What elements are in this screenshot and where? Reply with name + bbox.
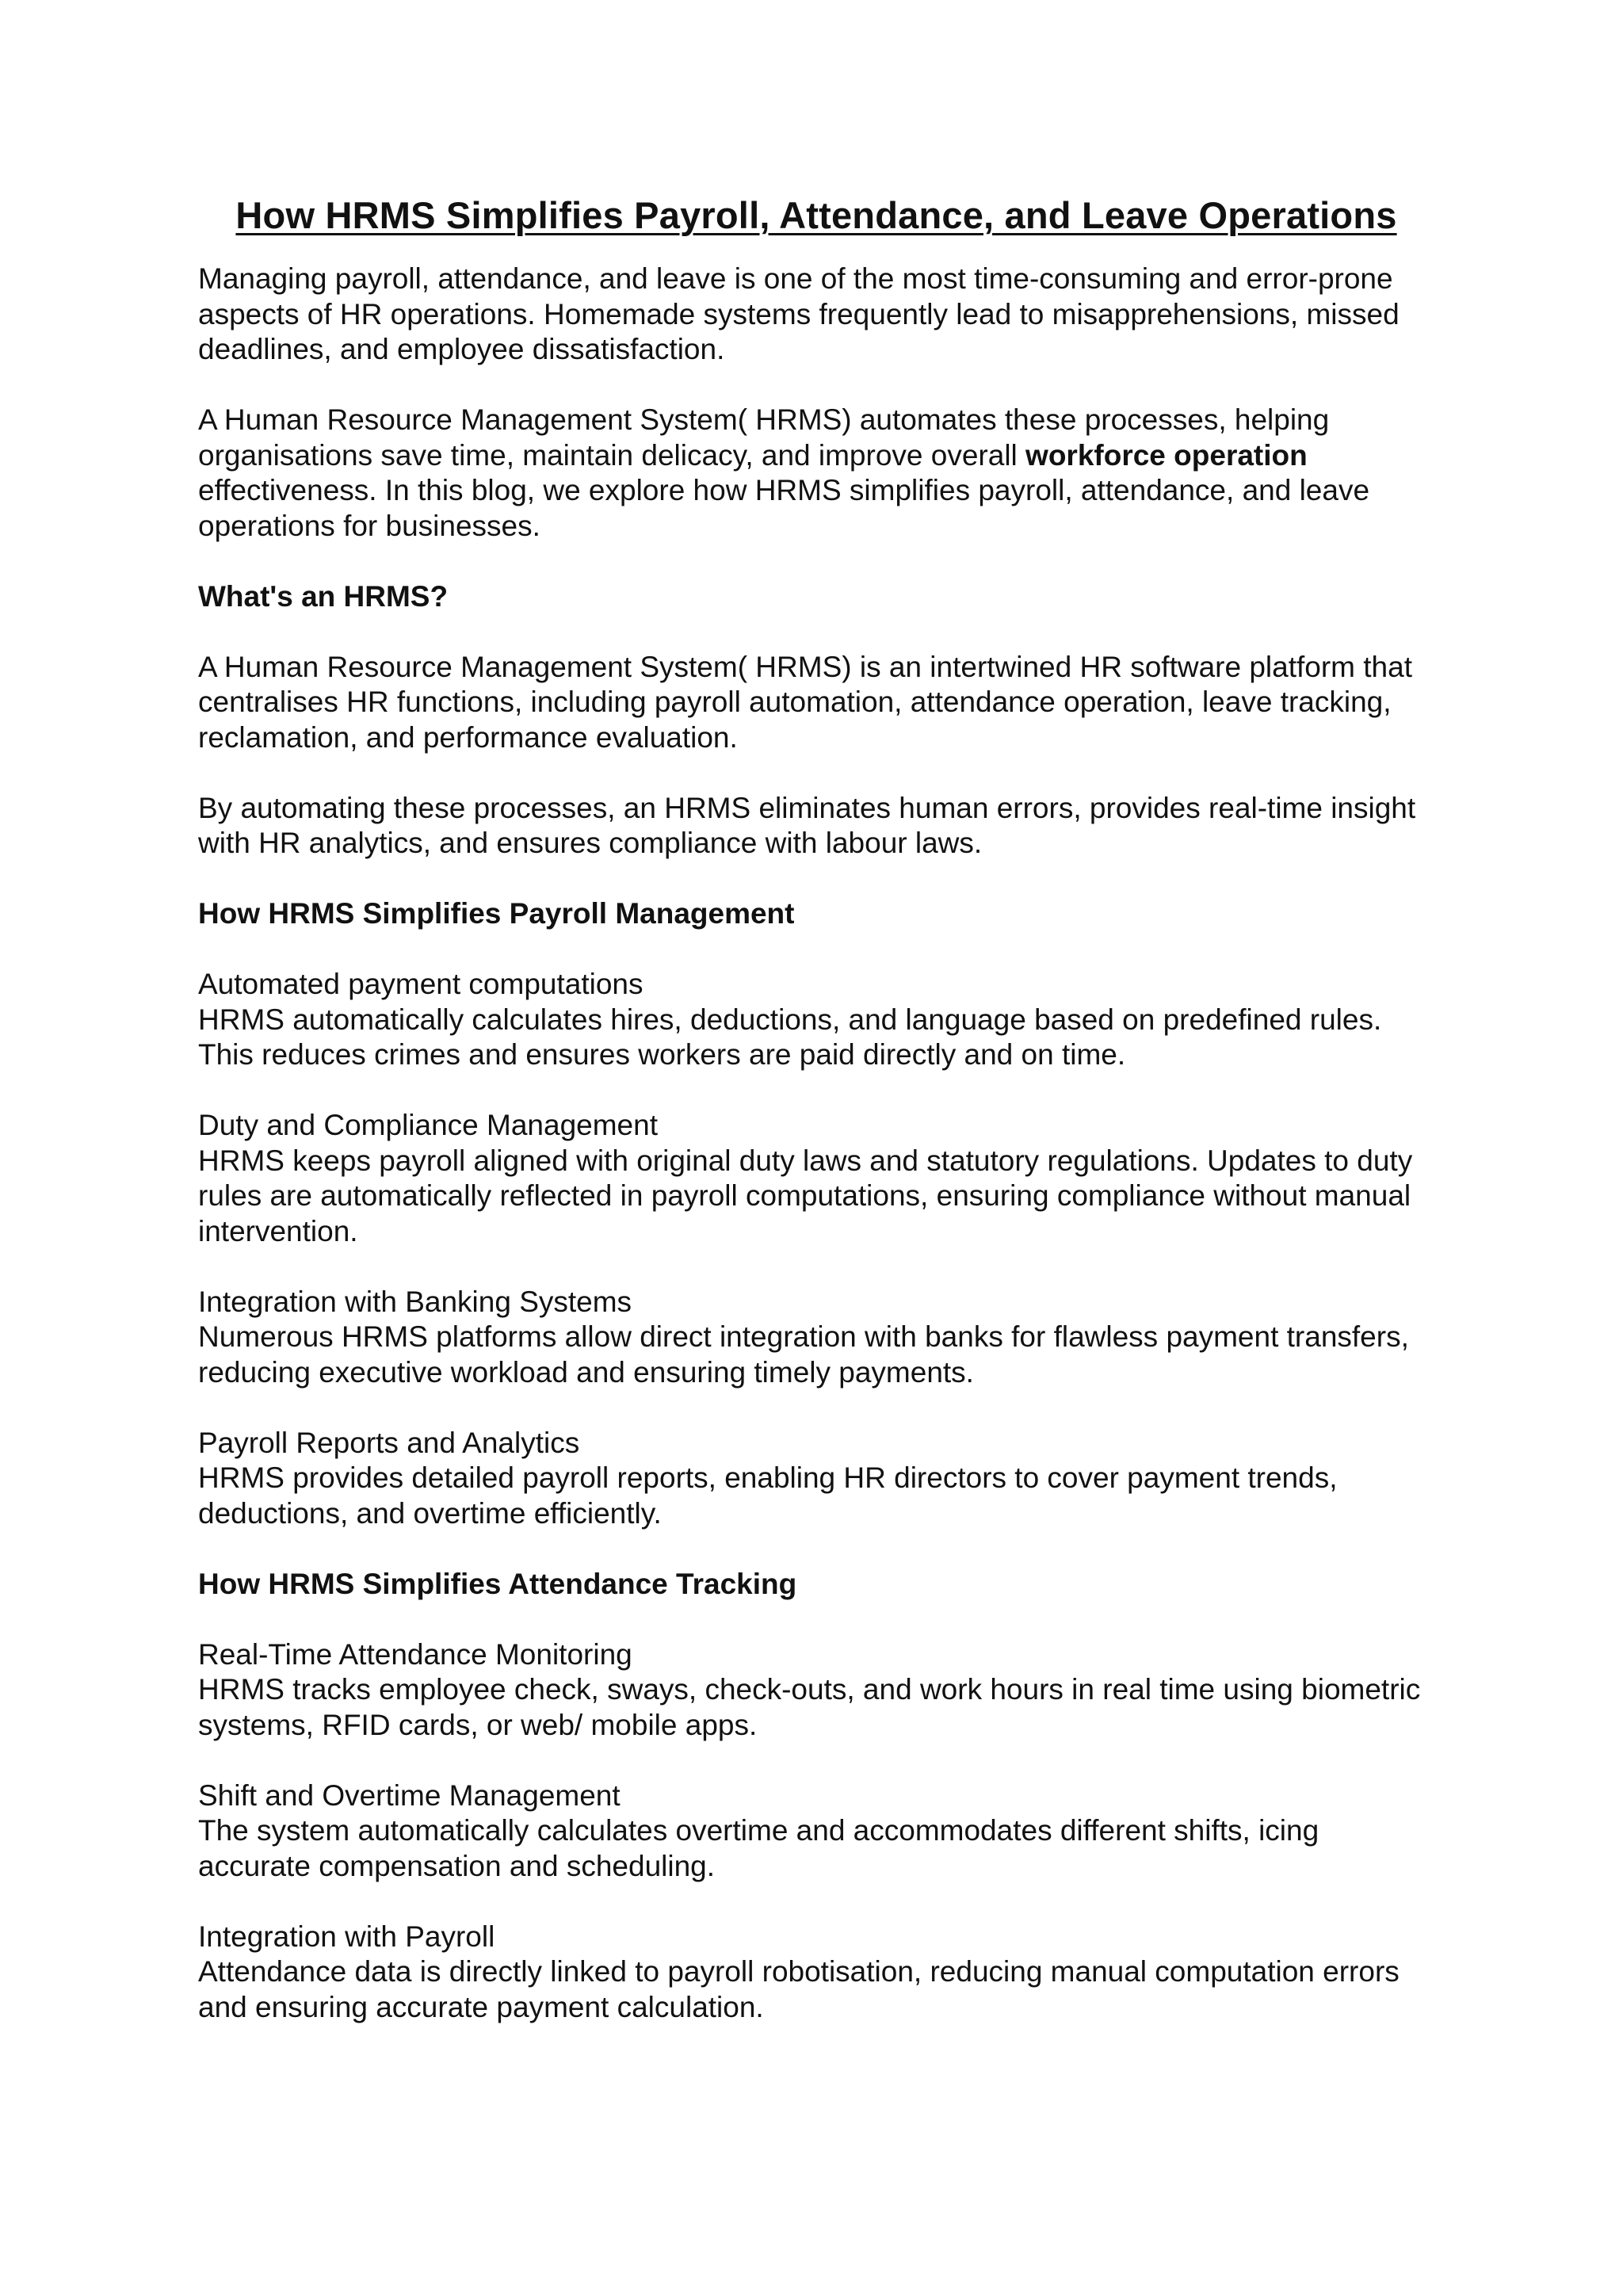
payroll-item xyxy=(198,1108,1434,1249)
overview-text-end: effectiveness. In this blog, we explore how HRMS simplifies payroll, attendance, and leave operations for businesses. xyxy=(198,474,1370,542)
payroll-item-text: HRMS keeps payroll aligned with original duty laws and statutory regulations. Updates to duty rules are automatically reflected in payroll computations, ensuring compliance without manual intervention. xyxy=(198,1144,1413,1247)
payroll-item-text: HRMS provides detailed payroll reports, enabling HR directors to cover payment trends, deductions, and overtime efficiently. xyxy=(198,1461,1338,1530)
section-heading-attendance: How HRMS Simplifies Attendance Tracking xyxy=(198,1567,797,1600)
payroll-item-title: Payroll Reports and Analytics xyxy=(198,1426,580,1459)
attendance-item-text: Attendance data is directly linked to payroll robotisation, reducing manual computation errors and ensuring accurate payment calculation. xyxy=(198,1955,1400,2023)
intro-paragraph: Managing payroll, attendance, and leave is one of the most time-consuming and error-prone aspects of HR operations. Homemade systems frequently lead to misapprehensions, missed deadlines, and employee dissatisfaction. xyxy=(198,262,1400,365)
document-body xyxy=(198,193,1434,2061)
payroll-item-title: Duty and Compliance Management xyxy=(198,1109,658,1141)
payroll-item xyxy=(198,1285,1434,1391)
payroll-item-text: Numerous HRMS platforms allow direct integration with banks for flawless payment transfers, reducing executive workload and ensuring timely payments. xyxy=(198,1320,1409,1389)
workforce-operation-bold: workforce operation xyxy=(1025,438,1308,472)
attendance-item xyxy=(198,1920,1434,2026)
attendance-item xyxy=(198,1778,1434,1885)
section-heading-payroll: How HRMS Simplifies Payroll Management xyxy=(198,897,795,930)
attendance-item-text: HRMS tracks employee check, sways, check-outs, and work hours in real time using biometric systems, RFID cards, or web/ mobile apps. xyxy=(198,1673,1421,1741)
attendance-item xyxy=(198,1637,1434,1744)
payroll-item xyxy=(198,1426,1434,1532)
payroll-item-title: Integration with Banking Systems xyxy=(198,1285,632,1318)
document-title: How HRMS Simplifies Payroll, Attendance, and Leave Operations xyxy=(235,194,1397,236)
attendance-item-title: Real-Time Attendance Monitoring xyxy=(198,1637,632,1671)
overview-paragraph xyxy=(198,403,1434,544)
attendance-item-title: Shift and Overtime Management xyxy=(198,1778,621,1812)
automation-benefits-paragraph: By automating these processes, an HRMS eliminates human errors, provides real-time insight with HR analytics, and ensures compliance with labour laws. xyxy=(198,791,1416,859)
section-heading-what-is-hrms: What's an HRMS? xyxy=(198,579,449,613)
payroll-item-text: HRMS automatically calculates hires, deductions, and language based on predefined rules. This reduces crimes and ensures workers are paid directly and on time. xyxy=(198,1003,1382,1071)
payroll-item xyxy=(198,967,1434,1073)
payroll-item-title: Automated payment computations xyxy=(198,968,643,1000)
overview-text-start: A Human Resource Management System( HRMS) automates these processes, helping organisations save time, maintain delicacy, and improve overall xyxy=(198,403,1330,472)
what-is-hrms-paragraph: A Human Resource Management System( HRMS) is an intertwined HR software platform that centralises HR functions, including payroll automation, attendance operation, leave tracking, reclamation, and performance evaluation. xyxy=(198,650,1412,754)
attendance-item-title: Integration with Payroll xyxy=(198,1920,495,1953)
attendance-item-text: The system automatically calculates overtime and accommodates different shifts, icing accurate compensation and scheduling. xyxy=(198,1814,1319,1882)
